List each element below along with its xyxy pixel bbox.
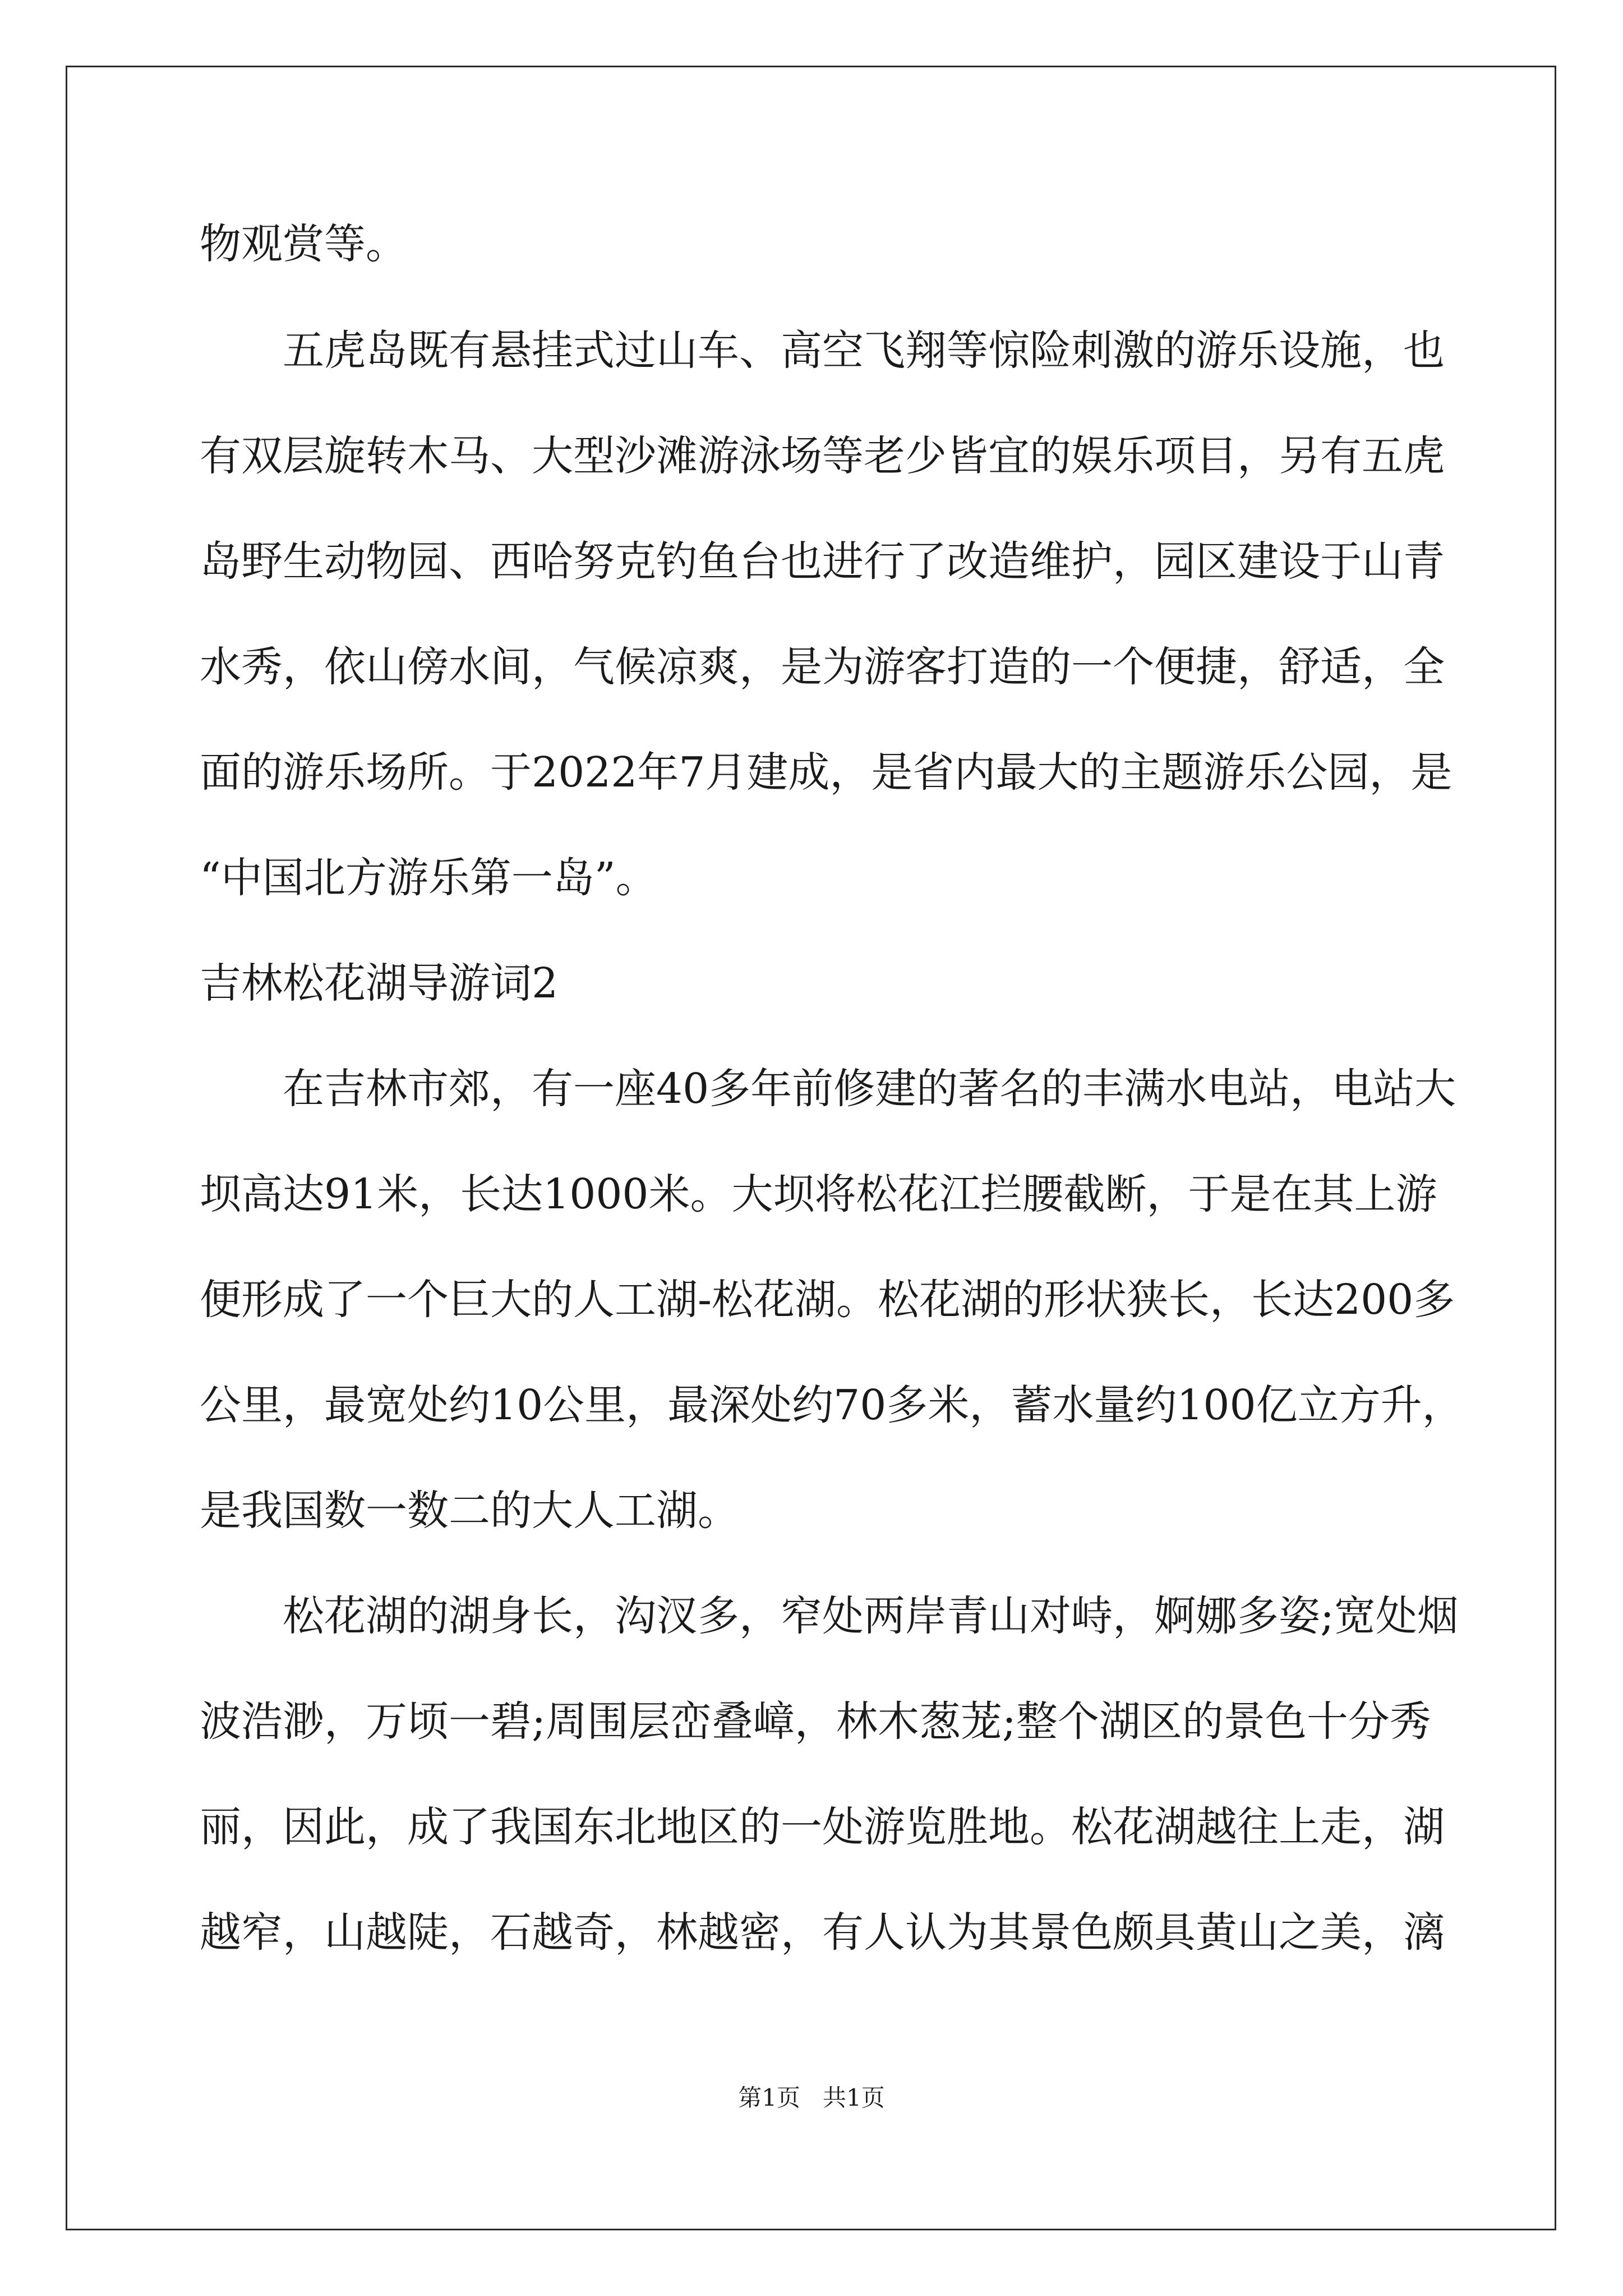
paragraph-line: 松花湖的湖身长，沟汊多，窄处两岸青山对峙，婀娜多姿;宽处烟 [283,1592,1459,1640]
section-heading: 吉林松花湖导游词2 [200,959,559,1007]
paragraph-line: 坝高达91米，长达1000米。大坝将松花江拦腰截断，于是在其上游 [200,1170,1437,1218]
paragraph-line: 便形成了一个巨大的人工湖-松花湖。松花湖的形状狭长，长达200多 [200,1276,1455,1324]
paragraph-line: 面的游乐场所。于2022年7月建成，是省内最大的主题游乐公园，是 [200,748,1453,797]
paragraph-line: 岛野生动物园、西哈努克钓鱼台也进行了改造维护，园区建设于山青 [200,537,1445,586]
paragraph-line: 丽，因此，成了我国东北地区的一处游览胜地。松花湖越往上走，湖 [200,1803,1445,1851]
paragraph-line: 是我国数一数二的大人工湖。 [200,1487,739,1535]
paragraph-line: 五虎岛既有悬挂式过山车、高空飞翔等惊险刺激的游乐设施，也 [283,326,1445,375]
paragraph-line: 有双层旋转木马、大型沙滩游泳场等老少皆宜的娱乐项目，另有五虎 [200,432,1445,480]
paragraph-line: 水秀，依山傍水间，气候凉爽，是为游客打造的一个便捷，舒适，全 [200,643,1445,691]
paragraph-line: 在吉林市郊，有一座40多年前修建的著名的丰满水电站，电站大 [283,1065,1456,1113]
paragraph-line: “中国北方游乐第一岛”。 [200,854,657,902]
page-footer: 第1页 共1页 [738,2084,885,2111]
paragraph-line: 波浩渺，万顷一碧;周围层峦叠嶂，林木葱茏;整个湖区的景色十分秀 [200,1697,1431,1746]
paragraph-line: 公里，最宽处约10公里，最深处约70多米，蓄水量约100亿立方升， [200,1381,1464,1429]
paragraph-line: 越窄，山越陡，石越奇，林越密，有人认为其景色颇具黄山之美，漓 [200,1908,1445,1957]
paragraph-line: 物观赏等。 [200,220,407,268]
